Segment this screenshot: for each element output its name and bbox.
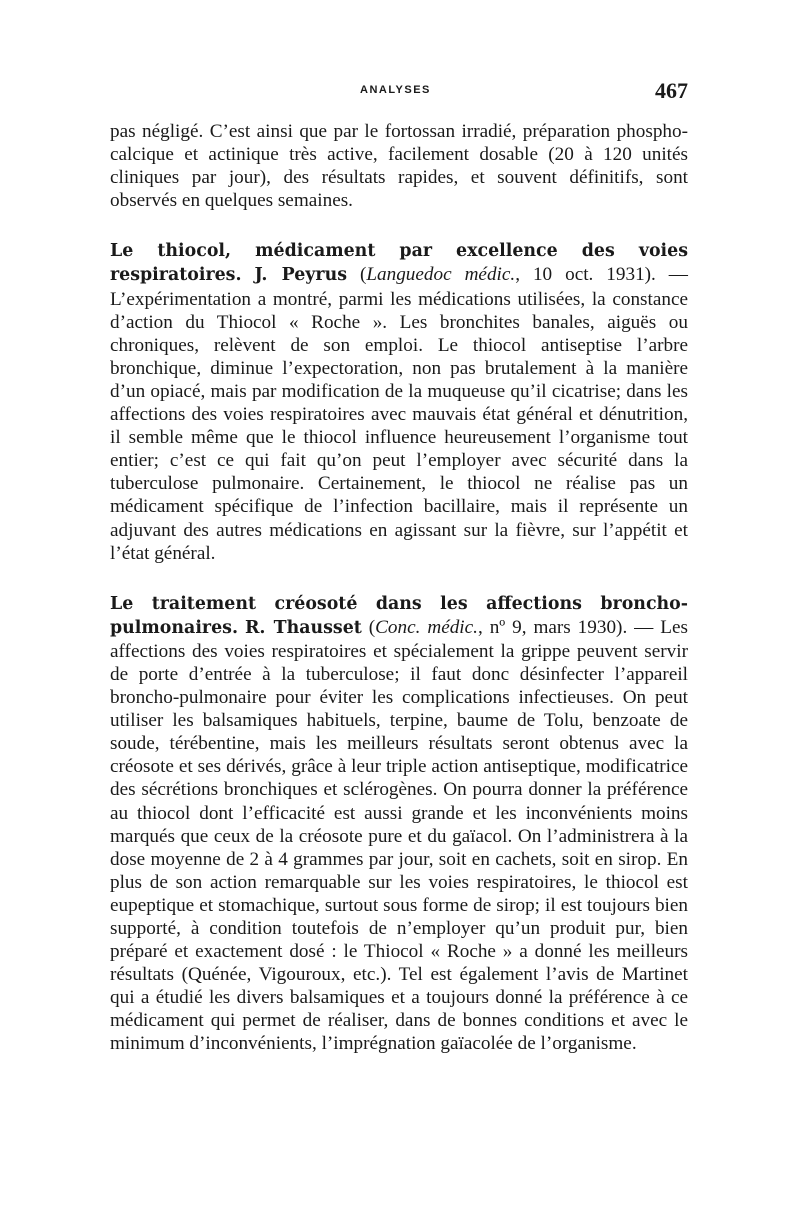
- article-title: Le traitement créosoté dans les affections broncho-pulmonaires.: [110, 593, 688, 638]
- article-journal: Languedoc médic.: [366, 264, 516, 286]
- article-author: J. Peyrus: [254, 265, 348, 286]
- article-author: R. Thausset: [244, 617, 362, 638]
- article-citation: , nº 9, mars 1930). —: [477, 616, 661, 638]
- running-head: ANALYSES: [360, 84, 431, 96]
- article-body: Les affections des voies respiratoires et spécialement la grippe peuvent servir de porte d’entrée à la tuberculose; il faut donc désinfecter l’appareil broncho-pulmonaire pour éviter les complications infectieuses. On peut utiliser les balsamiques habituels, terpine, baume de Tolu, benzoate de soude, térébentine, mais les meilleurs résultats seront obtenus avec la créosote et ses dérivés, grâce à leur triple action antiseptique, modificatrice des sécrétions bronchiques et sclérogènes. On pourra donner la préférence au thiocol dont l’efficacité est aussi grande et les inconvénients moins marqués que ceux de la créosote pure et du gaïacol. On l’administrera à la dose moyenne de 2 à 4 grammes par jour, soit en cachets, soit en sirop. En plus de son action remarquable sur les voies respiratoires, le thiocol est eupeptique et stomachique, surtout sous forme de sirop; il est toujours bien supporté, à condition toutefois de n’employer qu’un produit pur, bien préparé et exactement dosé : le Thiocol « Roche » a donné les meilleurs résultats (Quénée, Vigouroux, etc.). Tel est également l’avis de Martinet qui a étudié les divers balsamiques et a toujours donné la préférence à ce médicament qui permet de réaliser, dans de bonnes conditions et avec le minimum d’inconvénients, l’imprégnation gaïacolée de l’organisme.: [110, 616, 688, 1055]
- article-title: Le thiocol, médicament par excellence des voies respiratoires.: [110, 241, 688, 286]
- article-journal: Conc. médic.: [375, 616, 478, 638]
- article-citation: , 10 oct. 1931). —: [515, 264, 688, 286]
- page-header: [110, 78, 688, 102]
- article-creosote: Le traitement créosoté dans les affections broncho-pulmonaires. R. Thausset (Conc. médic., nº 9, mars 1930). — Les affections des voies respiratoires et spécialement la grippe peuvent servir de porte d’entrée à la tuberculose; il faut donc désinfecter l’appareil broncho-pulmonaire pour éviter les complications infectieuses. On peut utiliser les balsamiques habituels, terpine, baume de Tolu, benzoate de soude, térébentine, mais les meilleurs résultats seront obtenus avec la créosote et ses dérivés, grâce à leur triple action antiseptique, modificatrice des sécrétions bronchiques et sclérogènes. On pourra donner la préférence au thiocol dont l’efficacité est aussi grande et les inconvénients moins marqués que ceux de la créosote pure et du gaïacol. On l’administrera à la dose moyenne de 2 à 4 grammes par jour, soit en cachets, soit en sirop. En plus de son action remarquable sur les voies respiratoires, le thiocol est eupeptique et stomachique, surtout sous forme de sirop; il est toujours bien supporté, à condition toutefois de n’employer qu’un produit pur, bien préparé et exactement dosé : le Thiocol « Roche » a donné les meilleurs résultats (Quénée, Vigouroux, etc.). Tel est également l’avis de Martinet qui a étudié les divers balsamiques et a toujours donné la préférence à ce médicament qui permet de réaliser, dans de bonnes conditions et avec le minimum d’inconvénients, l’imprégnation gaïacolée de l’organisme.: [110, 593, 688, 1055]
- article-thiocol: Le thiocol, médicament par excellence des voies respiratoires. J. Peyrus (Languedoc médic., 10 oct. 1931). — L’expérimentation a montré, parmi les médications utilisées, la constance d’action du Thiocol « Roche ». Les bronchites banales, aiguës ou chroniques, relèvent de son emploi. Le thiocol antiseptise l’arbre bronchique, diminue l’expectoration, non pas brutalement à la manière d’un opiacé, mais par modification de la muqueuse qu’il cicatrise; dans les affections des voies respiratoires avec mauvais état général et dénutrition, il semble même que le thiocol influence heureusement l’organisme tout entier; c’est ce qui fait qu’on peut l’employer avec sécurité dans la tuberculose pulmonaire. Certainement, le thiocol ne réalise pas un médicament spécifique de l’infection bacillaire, mais il représente un adjuvant des autres médications en agissant sur la fièvre, sur l’appétit et l’état général.: [110, 241, 688, 564]
- page-number: 467: [655, 78, 688, 103]
- article-body: L’expérimentation a montré, parmi les médications utilisées, la constance d’action du Thiocol « Roche ». Les bronchites banales, aiguës ou chroniques, relèvent de son emploi. Le thiocol antiseptise l’arbre bronchique, diminue l’expectoration, non pas brutalement à la manière d’un opiacé, mais par modification de la muqueuse qu’il cicatrise; dans les affections des voies respiratoires avec mauvais état général et dénutrition, il semble même que le thiocol influence heureusement l’organisme tout entier; c’est ce qui fait qu’on peut l’employer avec sécurité dans la tuberculose pulmonaire. Certainement, le thiocol ne réalise pas un médicament spécifique de l’infection bacillaire, mais il représente un adjuvant des autres médications en agissant sur la fièvre, sur l’appétit et l’état général.: [110, 288, 688, 564]
- book-page: [110, 78, 688, 1056]
- intro-paragraph: pas négligé. C’est ainsi que par le fortossan irradié, préparation phospho-calcique et actinique très active, facilement dosable (20 à 120 unités cliniques par jour), des résultats rapides, et souvent définitifs, sont observés en quelques semaines.: [110, 121, 688, 212]
